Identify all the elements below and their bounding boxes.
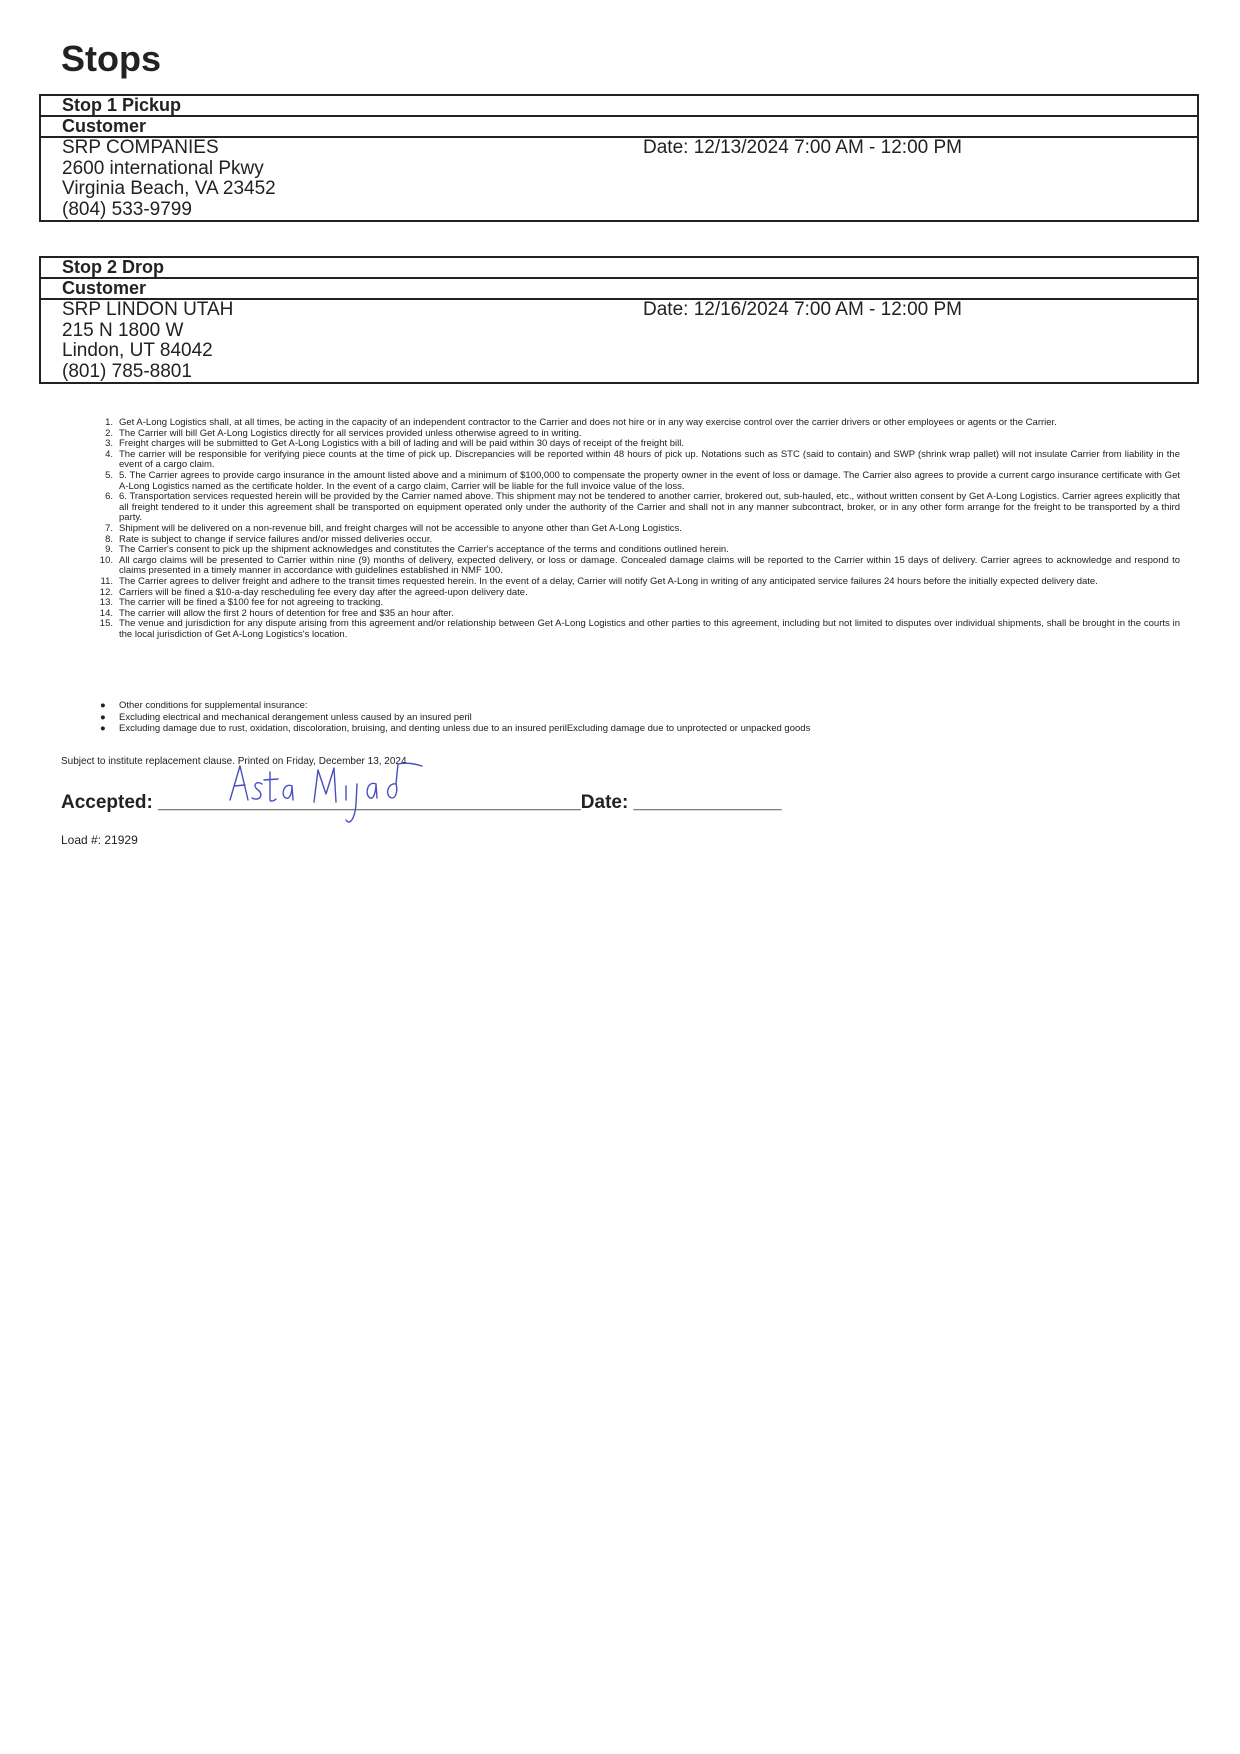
stop-1-box: [39, 94, 1199, 222]
stop-1-address-line2: Virginia Beach, VA 23452: [62, 178, 276, 199]
term-number: 4.: [105, 448, 113, 460]
term-number: 12.: [99, 586, 113, 598]
stop-2-box: [39, 256, 1199, 384]
stop-2-date: Date: 12/16/2024 7:00 AM - 12:00 PM: [643, 299, 962, 320]
term-text: 5. The Carrier agrees to provide cargo insurance in the amount listed above and a minimum of $100,000 to compensate the property owner in the event of loss or damage. The Carrier also agrees to provide a current cargo insurance certificate with Get A-Long Logistics named as the certificate holder. In the event of a cargo claim, Carrier will be liable for the full invoice value of the loss.: [119, 469, 1180, 492]
print-footnote: Subject to institute replacement clause. Printed on Friday, December 13, 2024.: [61, 756, 410, 767]
stop-1-phone: (804) 533-9799: [62, 198, 192, 220]
stop-1-date: Date: 12/13/2024 7:00 AM - 12:00 PM: [643, 137, 962, 158]
term-text: The venue and jurisdiction for any dispute arising from this agreement and/or relationship between Get A-Long Logistics and other parties to this agreement, including but not limited to disputes over individual shipments, shall be brought in the courts in the local jurisdiction of Get A-Long Logistics's location.: [119, 618, 1180, 640]
page-title: Stops: [61, 38, 162, 79]
list-item: [98, 712, 810, 724]
term-item: [92, 492, 1180, 524]
stop-1-details: [41, 138, 1197, 220]
list-item-text: Excluding electrical and mechanical derangement unless caused by an insured peril: [119, 711, 472, 723]
term-number: 2.: [105, 427, 113, 439]
term-item: [92, 450, 1180, 471]
bullet-icon: ●: [100, 723, 106, 734]
term-number: 15.: [99, 618, 113, 630]
terms-list: [92, 418, 1180, 640]
handwritten-signature: [226, 760, 426, 832]
stop-2-phone: (801) 785-8801: [62, 360, 192, 382]
term-text: The Carrier's consent to pick up the shipment acknowledges and constitutes the Carrier's acceptance of the terms and conditions outlined herein.: [119, 544, 729, 556]
acceptance-line: Accepted: ________________________________________Date: ______________: [61, 792, 782, 813]
term-text: Rate is subject to change if service failures and/or missed deliveries occur.: [119, 533, 433, 545]
term-text: The Carrier will bill Get A-Long Logistics directly for all services provided unless otherwise agreed to in writing.: [119, 427, 582, 439]
stop-2-customer-name: SRP LINDON UTAH: [62, 299, 234, 320]
bullet-icon: ●: [100, 711, 106, 723]
stop-2-details: [41, 300, 1197, 382]
list-item-text: Other conditions for supplemental insurance:: [119, 700, 308, 711]
term-number: 10.: [99, 554, 113, 566]
term-item: [92, 619, 1180, 640]
term-number: 8.: [105, 533, 113, 545]
term-text: The carrier will allow the first 2 hours of detention for free and $35 an hour after.: [119, 607, 454, 619]
term-text: Get A-Long Logistics shall, at all times, be acting in the capacity of an independent contractor to the Carrier and does not hire or in any way exercise control over the carrier drivers or other employees or agents or the Carrier.: [119, 417, 1057, 428]
term-text: Shipment will be delivered on a non-revenue bill, and freight charges will not be accessible to anyone other than Get A-Long Logistics.: [119, 522, 682, 534]
term-text: All cargo claims will be presented to Carrier within nine (9) months of delivery, expected delivery, or loss or damage. Concealed damage claims will be reported to the Carrier within 15 days of delivery. Carrier agrees to acknowledge and respond to claims presented in a timely manner in accordance with guidelines established in NMF 100.: [119, 554, 1180, 577]
load-number: Load #: 21929: [61, 833, 138, 847]
bullet-icon: ●: [100, 700, 106, 711]
term-item: [92, 556, 1180, 577]
term-text: Carriers will be fined a $10-a-day rescheduling fee every day after the agreed-upon delivery date.: [119, 586, 528, 598]
term-text: The carrier will be fined a $100 fee for not agreeing to tracking.: [119, 597, 384, 609]
term-number: 5.: [105, 469, 113, 481]
term-number: 1.: [105, 417, 113, 428]
list-item-text: Excluding damage due to rust, oxidation, discoloration, bruising, and denting unless due to an insured perilExcluding damage due to unprotected or unpacked goods: [119, 723, 811, 734]
stop-1-address-line1: 2600 international Pkwy: [62, 157, 264, 179]
insurance-conditions-list: [98, 700, 810, 735]
stop-2-customer-label: Customer: [41, 279, 1197, 300]
stop-2-address-line2: Lindon, UT 84042: [62, 340, 213, 361]
term-text: The Carrier agrees to deliver freight and adhere to the transit times requested herein. In the event of a delay, Carrier will notify Get A-Long in writing of any anticipated service failures 24 hours before the initially expected delivery date.: [119, 575, 1098, 587]
stop-1-header: Stop 1 Pickup: [41, 96, 1197, 117]
list-item: [98, 723, 810, 735]
term-text: The carrier will be responsible for verifying piece counts at the time of pick up. Discrepancies will be reported within 48 hours of pick up. Notations such as STC (said to contain) and SWP (shrink wrap pallet) will not insulate Carrier from liability in the event of a cargo claim.: [119, 448, 1180, 471]
term-number: 11.: [100, 575, 113, 587]
term-item: [92, 471, 1180, 492]
term-number: 13.: [99, 597, 113, 609]
list-item: [98, 700, 810, 712]
term-number: 6.: [105, 491, 113, 503]
stop-2-address-line1: 215 N 1800 W: [62, 319, 184, 341]
stop-2-header: Stop 2 Drop: [41, 258, 1197, 279]
term-number: 9.: [105, 544, 113, 556]
term-number: 3.: [105, 438, 113, 450]
term-number: 14.: [99, 607, 113, 619]
stop-1-customer-label: Customer: [41, 117, 1197, 138]
term-number: 7.: [105, 522, 113, 534]
term-text: Freight charges will be submitted to Get A-Long Logistics with a bill of lading and will be paid within 30 days of receipt of the freight bill.: [119, 438, 685, 450]
term-text: 6. Transportation services requested herein will be provided by the Carrier named above. This shipment may not be tendered to another carrier, brokered out, sub-hauled, etc., without written consent by Get A-Long Logistics. Carrier agrees explicitly that all freight tendered to it under this agreement shall be transported on equipment operated only under the authority of the Carrier and shall not in any manner subcontract, broker, or in any other form arrange for the freight to be transported by a third party.: [119, 491, 1180, 524]
stop-1-customer-name: SRP COMPANIES: [62, 137, 219, 158]
